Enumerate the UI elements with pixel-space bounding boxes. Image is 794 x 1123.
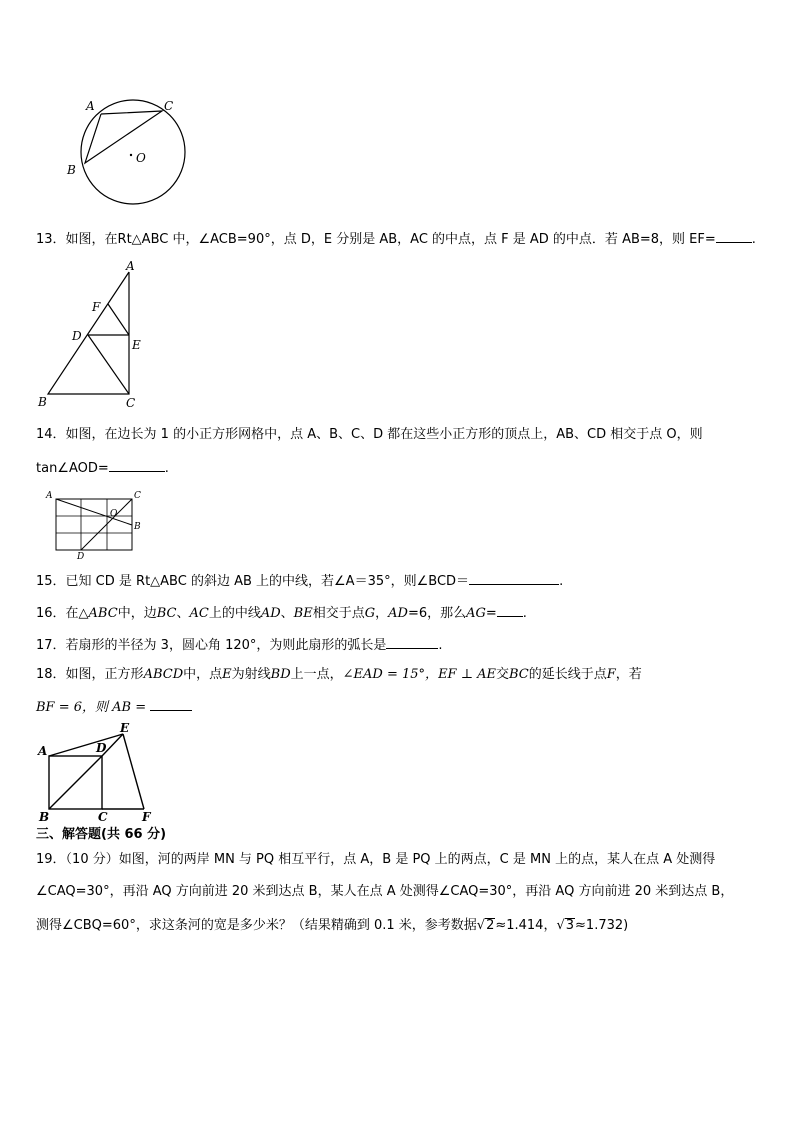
q15-text: 已知 CD 是 Rt△ABC 的斜边 AB 上的中线，若∠A＝35°，则∠BCD＝ xyxy=(65,574,470,589)
q18-bd: BD xyxy=(270,667,291,682)
segment-dc xyxy=(88,335,129,394)
q18-e: E xyxy=(222,667,232,682)
q18-bf: BF xyxy=(36,700,55,715)
question-19-line2: ∠CAQ=30°，再沿 AQ 方向前进 20 米到达点 B，某人在点 A 处测得∠CAQ=30°，再沿 AQ 方向前进 20 米到达点 B， xyxy=(36,884,734,899)
segment-ab xyxy=(56,499,132,525)
q18-eq: = xyxy=(131,700,151,715)
label-a: A xyxy=(38,744,48,758)
q16-answer-blank[interactable] xyxy=(497,603,523,617)
label-b: B xyxy=(67,163,76,177)
label-c: C xyxy=(98,810,108,824)
question-19-line3 xyxy=(36,917,628,935)
q16-p3: 、 xyxy=(176,606,190,621)
label-b: B xyxy=(39,810,50,824)
q14-text1: 如图，在边长为 1 的小正方形网格中，点 A、B、C、D 都在这些小正方形的顶点上，AB、CD 相交于点 O，则 xyxy=(65,427,703,442)
figure-q14-grid xyxy=(44,490,154,560)
q16-ag: AG xyxy=(466,606,486,621)
q18-t7: ，若 xyxy=(615,667,642,682)
q16-p1: 在△ xyxy=(65,606,89,621)
q18-t1: 如图，正方形 xyxy=(65,667,144,682)
segment-cd xyxy=(81,499,132,550)
q16-p7: ， xyxy=(375,606,389,621)
center-dot xyxy=(130,154,132,156)
q13-end: . xyxy=(751,232,756,247)
q18-t5: 交 xyxy=(495,667,509,682)
label-e: E xyxy=(120,721,130,735)
q16-p4: 上的中线 xyxy=(208,606,261,621)
segment-ef xyxy=(123,734,144,809)
q18-angle: ∠EAD = 15°， xyxy=(342,667,439,682)
label-f: F xyxy=(92,300,101,314)
q13-number: 13． xyxy=(36,232,66,247)
q18-abcd: ABCD xyxy=(143,667,184,682)
q16-ad2: AD xyxy=(388,606,408,621)
label-a: A xyxy=(46,491,53,501)
section-3-title: 三、解答题(共 66 分) xyxy=(36,827,167,842)
q17-end: . xyxy=(438,638,443,653)
label-c: C xyxy=(164,99,174,113)
q15-end: . xyxy=(559,574,564,589)
q18-perp: EF ⊥ AE xyxy=(438,667,496,682)
q14-text2: tan∠AOD= xyxy=(36,461,109,476)
q14-answer-blank[interactable] xyxy=(109,458,165,472)
label-c: C xyxy=(126,396,136,410)
q16-g: G xyxy=(364,606,376,621)
q16-end: . xyxy=(522,606,527,621)
q13-answer-blank[interactable] xyxy=(716,229,752,243)
question-18-line1 xyxy=(36,666,642,684)
segment-fe xyxy=(108,304,129,335)
q13-text: 如图，在Rt△ABC 中，∠ACB=90°，点 D，E 分别是 AB，AC 的中点，点 F 是 AD 的中点．若 AB=8，则 EF= xyxy=(65,232,716,247)
q14-end: . xyxy=(164,461,169,476)
circle-o xyxy=(81,100,185,204)
label-o: O xyxy=(136,151,146,165)
q17-answer-blank[interactable] xyxy=(386,635,438,649)
q16-abc: ABC xyxy=(88,606,118,621)
q16-be: BE xyxy=(293,606,313,621)
label-d: D xyxy=(96,741,107,755)
q18-ab: AB xyxy=(112,700,132,715)
q18-bc: BC xyxy=(508,667,529,682)
question-18-line2 xyxy=(36,697,192,717)
label-b: B xyxy=(134,522,141,532)
q16-p6: 相交于点 xyxy=(312,606,365,621)
q19-v3: ≈1.732) xyxy=(575,918,629,933)
q17-number: 17． xyxy=(36,638,66,653)
sqrt-sign-2: √ xyxy=(476,918,486,933)
question-15 xyxy=(36,571,563,591)
q17-text: 若扇形的半径为 3，圆心角 120°，为则此扇形的弧长是 xyxy=(65,638,387,653)
question-19-line1: 19．（10 分）如图，河的两岸 MN 与 PQ 相互平行，点 A，B 是 PQ 上的两点，C 是 MN 上的点，某人在点 A 处测得 xyxy=(36,852,716,867)
q18-eq6: = 6，则 xyxy=(54,700,113,715)
triangle-abc xyxy=(85,111,162,163)
segment-bd xyxy=(49,756,102,809)
q16-ad: AD xyxy=(260,606,281,621)
label-f: F xyxy=(142,810,151,824)
q19-sqrt3: 3 xyxy=(565,918,575,933)
label-e: E xyxy=(132,338,141,352)
question-14-line2 xyxy=(36,458,169,478)
q19-line3-text: 测得∠CBQ=60°，求这条河的宽是多少米？（结果精确到 0.1 米，参考数据 xyxy=(36,918,477,933)
figure-q12-circle xyxy=(60,96,200,216)
q18-t4: 上一点， xyxy=(290,667,343,682)
question-17 xyxy=(36,635,443,655)
label-a: A xyxy=(126,259,135,273)
q16-p8: =6，那么 xyxy=(407,606,467,621)
q16-bc: BC xyxy=(156,606,177,621)
q16-p2: 中，边 xyxy=(117,606,157,621)
q19-sqrt2: 2 xyxy=(486,918,495,933)
figure-q18-square xyxy=(36,722,166,827)
question-13 xyxy=(36,229,756,249)
q16-p5: 、 xyxy=(280,606,294,621)
q15-answer-blank[interactable] xyxy=(469,571,559,585)
q16-ac: AC xyxy=(189,606,209,621)
question-16 xyxy=(36,603,527,623)
q16-number: 16． xyxy=(36,606,66,621)
label-d: D xyxy=(77,552,85,562)
q15-number: 15． xyxy=(36,574,66,589)
label-d: D xyxy=(72,329,82,343)
q18-t3: 为射线 xyxy=(231,667,271,682)
q18-number: 18． xyxy=(36,667,66,682)
sqrt-sign-3: √ xyxy=(556,918,565,933)
question-14-line1 xyxy=(36,426,703,444)
q18-t6: 的延长线于点 xyxy=(528,667,607,682)
q16-p9: = xyxy=(485,606,497,621)
q18-t2: 中，点 xyxy=(183,667,223,682)
q18-answer-blank[interactable] xyxy=(150,697,192,711)
label-c: C xyxy=(134,491,141,501)
q18-f: F xyxy=(606,667,616,682)
label-b: B xyxy=(38,395,47,409)
q19-v2: ≈1.414， xyxy=(495,918,557,933)
q14-number: 14． xyxy=(36,427,66,442)
grid-border xyxy=(56,499,132,550)
figure-q13-triangle xyxy=(36,260,156,410)
label-a: A xyxy=(86,99,95,113)
label-o: O xyxy=(110,509,118,519)
